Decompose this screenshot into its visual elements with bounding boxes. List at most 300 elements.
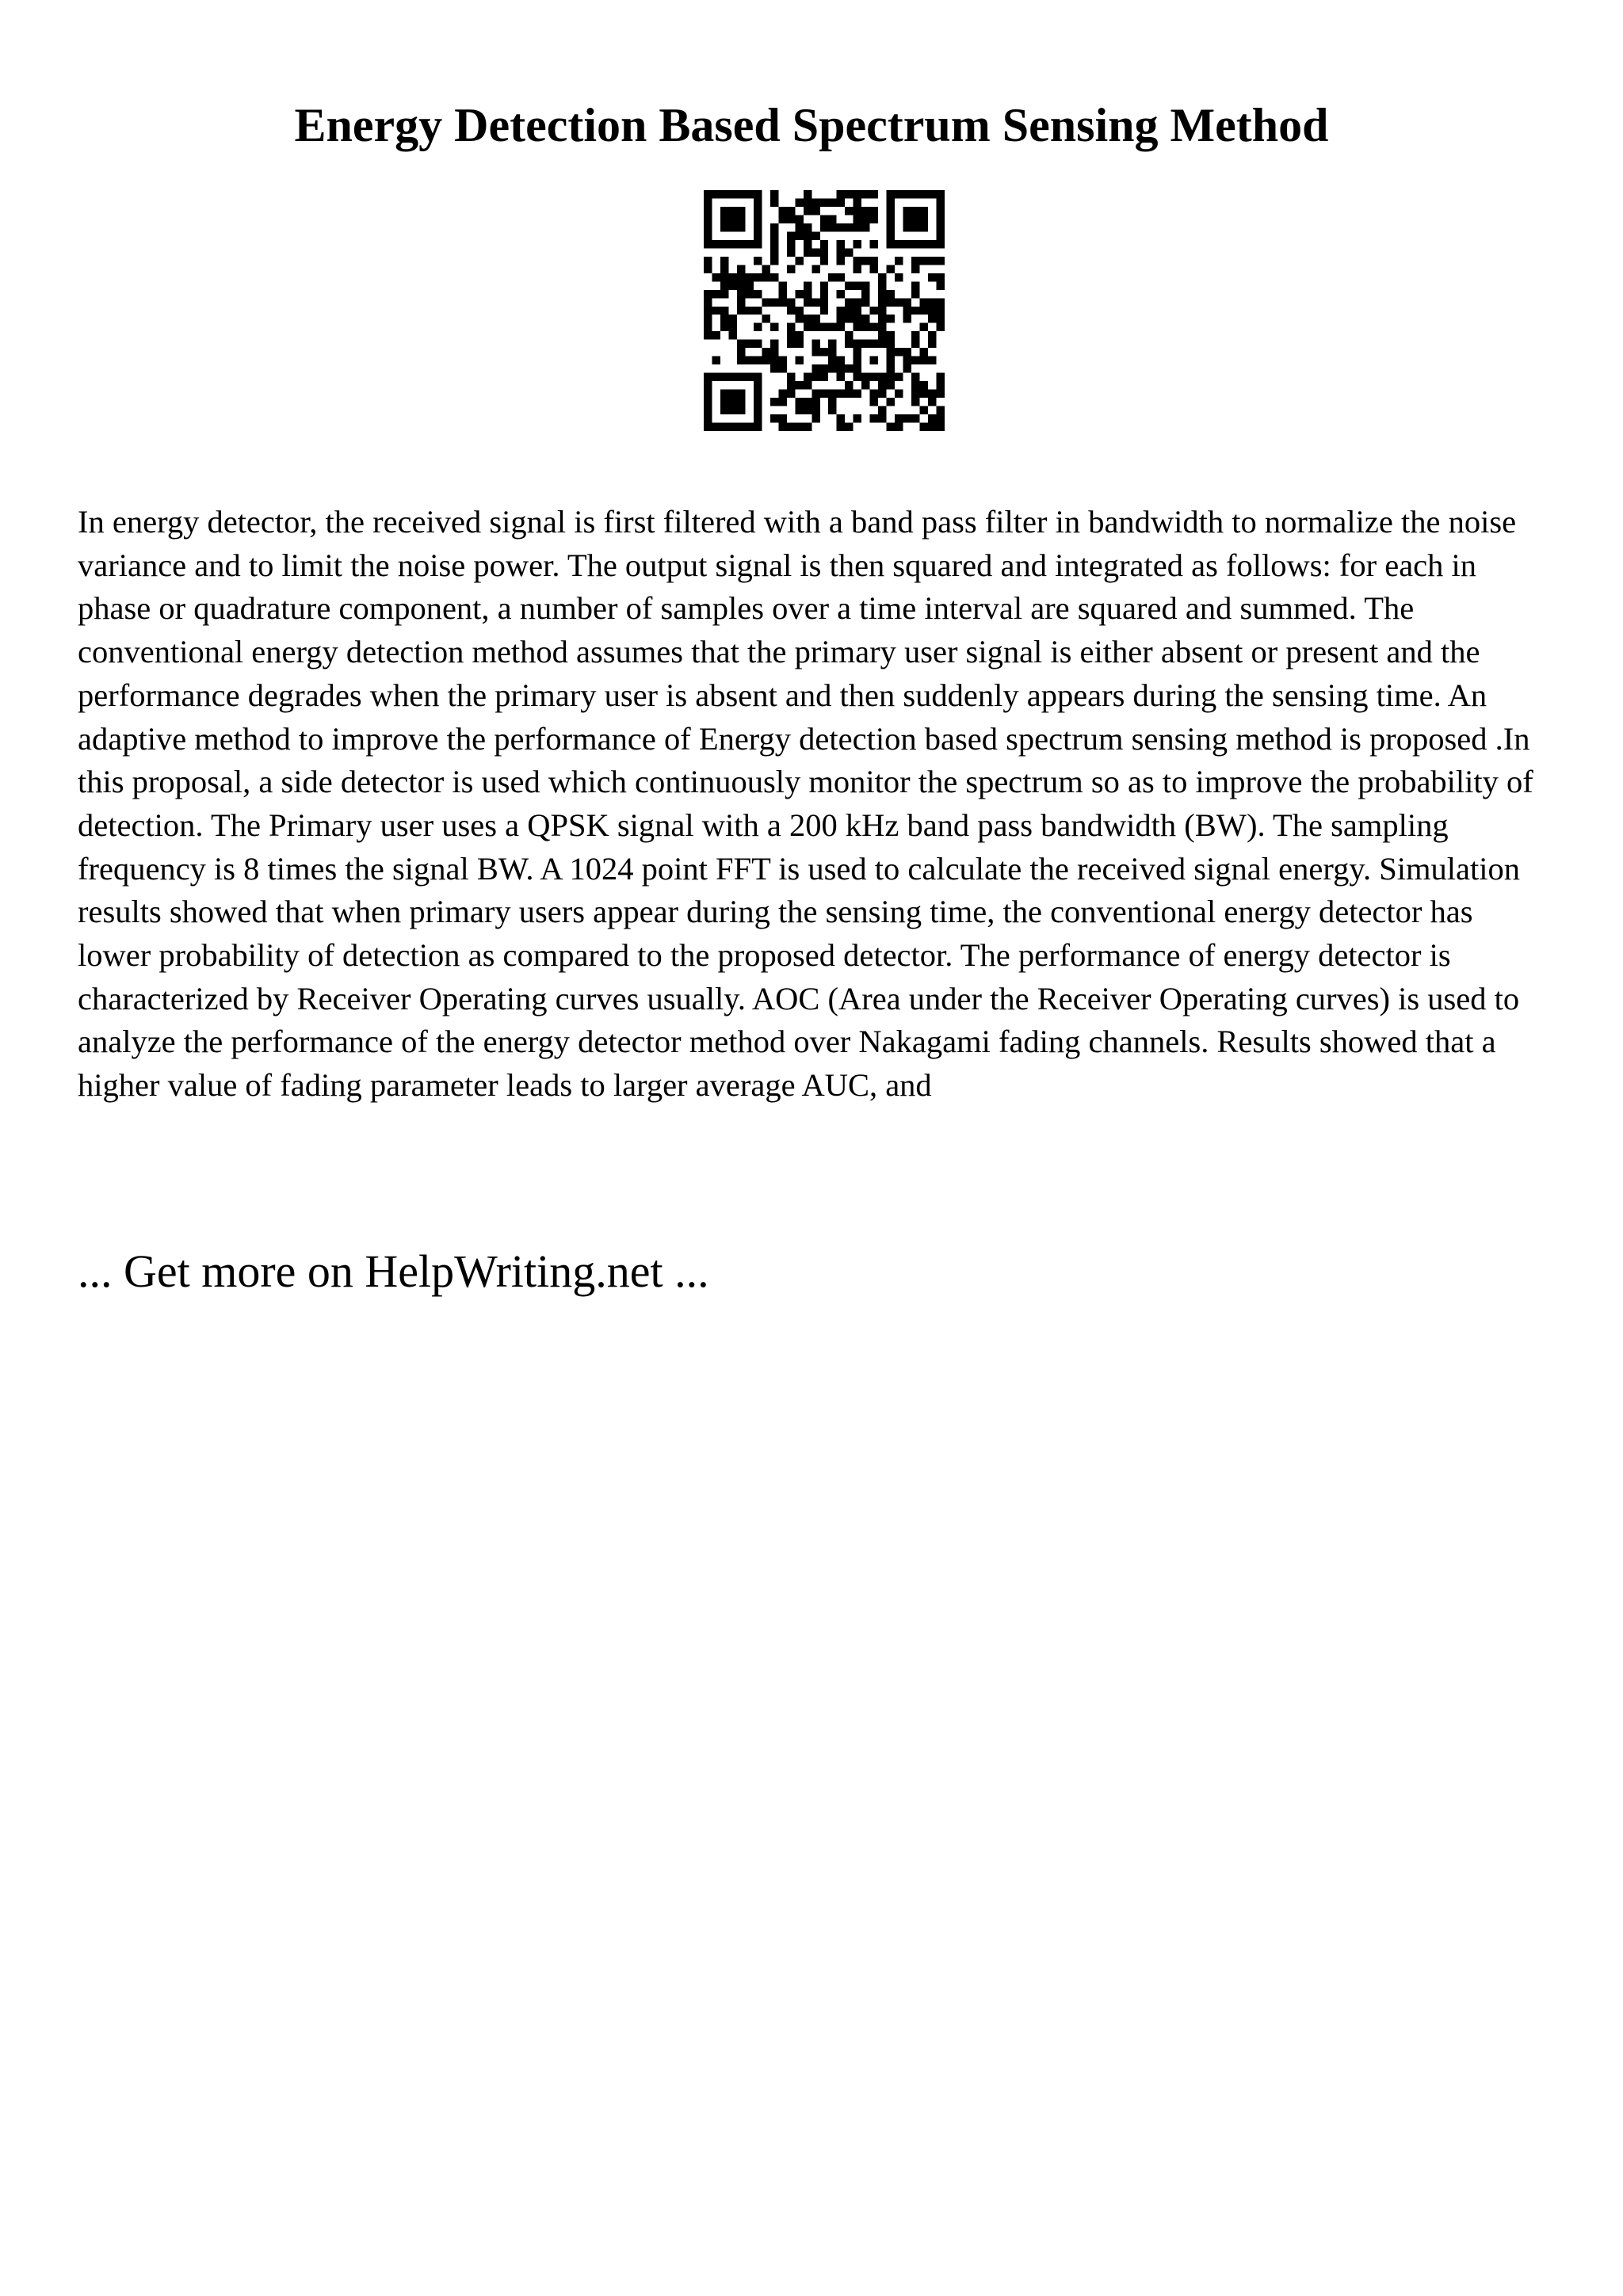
qr-module xyxy=(878,290,886,298)
qr-module xyxy=(878,340,886,348)
qr-module xyxy=(895,190,903,198)
qr-module xyxy=(920,390,928,398)
qr-module xyxy=(837,240,845,248)
qr-module xyxy=(937,406,945,414)
qr-module xyxy=(754,257,762,265)
qr-module xyxy=(854,190,861,198)
qr-module xyxy=(770,364,778,372)
get-more-link[interactable]: ... Get more on HelpWriting.net ... xyxy=(78,1245,709,1297)
qr-module xyxy=(804,240,812,248)
qr-module xyxy=(770,323,778,331)
qr-module xyxy=(712,423,720,431)
qr-module xyxy=(704,265,712,273)
qr-module xyxy=(745,290,753,298)
qr-module xyxy=(795,231,803,239)
qr-module xyxy=(704,215,712,223)
qr-module xyxy=(762,298,769,306)
qr-module xyxy=(754,273,762,281)
qr-module xyxy=(720,207,728,215)
qr-module xyxy=(754,290,762,298)
qr-module xyxy=(720,190,728,198)
qr-module xyxy=(887,298,895,306)
qr-module xyxy=(920,240,928,248)
qr-module xyxy=(737,373,745,381)
qr-module xyxy=(870,323,878,331)
qr-module xyxy=(812,265,819,273)
qr-module xyxy=(854,348,861,356)
qr-module xyxy=(837,390,845,398)
qr-module xyxy=(861,281,869,289)
qr-module xyxy=(887,265,895,273)
qr-module xyxy=(887,198,895,206)
qr-module xyxy=(795,198,803,206)
qr-module xyxy=(704,257,712,265)
qr-module xyxy=(854,298,861,306)
qr-module xyxy=(845,207,853,215)
qr-module xyxy=(795,406,803,414)
qr-module xyxy=(870,340,878,348)
qr-module xyxy=(787,248,795,256)
qr-module xyxy=(937,207,945,215)
qr-module xyxy=(737,348,745,356)
qr-module xyxy=(704,207,712,215)
qr-module xyxy=(887,423,895,431)
qr-module xyxy=(895,273,903,281)
qr-module xyxy=(820,364,828,372)
qr-module xyxy=(812,414,819,422)
qr-module xyxy=(795,398,803,406)
qr-module xyxy=(903,307,911,315)
qr-module xyxy=(804,315,812,322)
qr-module xyxy=(937,273,945,281)
qr-module xyxy=(820,298,828,306)
qr-module xyxy=(720,323,728,331)
qr-module xyxy=(837,257,845,265)
body-paragraph: In energy detector, the received signal is first filtered with a band pass filter in bandwidth to normalize the noise variance and to limit the noise power. The output signal is then squared and integrated as follows: for each in phase or quadrature component, a number of samples over a time interval are squared and summed. The conventional energy detection method assumes that the primary user signal is either absent or present and the performance degrades when the primary user is absent and then suddenly appears during the sensing time. An adaptive method to improve the performance of Energy detection based spectrum sensing method is proposed .In this proposal, a side detector is used which continuously monitor the spectrum so as to improve the probability of detection. The Primary user uses a QPSK signal with a 200 kHz band pass bandwidth (BW). The sampling frequency is 8 times the signal BW. A 1024 point FFT is used to calculate the received signal energy. Simulation results showed that when primary users appear during the sensing time, the conventional energy detector has lower probability of detection as compared to the proposed detector. The performance of energy detector is characterized by Receiver Operating curves usually. AOC (Area under the Receiver Operating curves) is used to analyze the performance of the energy detector method over Nakagami fading channels. Results showed that a higher value of fading parameter leads to larger average AUC, and xyxy=(78,504,1533,1104)
qr-module xyxy=(812,323,819,331)
qr-module xyxy=(837,223,845,231)
qr-module xyxy=(911,373,919,381)
qr-module xyxy=(804,373,812,381)
qr-module xyxy=(870,373,878,381)
qr-module xyxy=(728,190,736,198)
qr-module xyxy=(795,423,803,431)
qr-module xyxy=(762,265,769,273)
qr-module xyxy=(728,315,736,322)
qr-module xyxy=(854,357,861,364)
qr-module xyxy=(903,315,911,322)
qr-module xyxy=(870,390,878,398)
qr-module xyxy=(704,323,712,331)
qr-module xyxy=(787,373,795,381)
qr-module xyxy=(920,215,928,223)
qr-module xyxy=(754,190,762,198)
qr-module xyxy=(870,190,878,198)
qr-module xyxy=(887,223,895,231)
qr-module xyxy=(720,315,728,322)
qr-module xyxy=(812,231,819,239)
qr-module xyxy=(937,223,945,231)
qr-module xyxy=(911,331,919,339)
qr-module xyxy=(911,398,919,406)
qr-module xyxy=(854,315,861,322)
qr-module xyxy=(920,307,928,315)
qr-module xyxy=(770,340,778,348)
qr-module xyxy=(712,357,720,364)
qr-module xyxy=(812,298,819,306)
qr-module xyxy=(712,190,720,198)
qr-module xyxy=(837,315,845,322)
qr-module xyxy=(937,231,945,239)
qr-module xyxy=(704,223,712,231)
qr-module xyxy=(895,373,903,381)
qr-module xyxy=(812,198,819,206)
qr-module xyxy=(728,373,736,381)
qr-module xyxy=(795,340,803,348)
qr-module xyxy=(737,265,745,273)
qr-module xyxy=(812,340,819,348)
qr-module xyxy=(704,398,712,406)
qr-module xyxy=(795,357,803,364)
qr-module xyxy=(820,215,828,223)
qr-module xyxy=(720,273,728,281)
qr-module xyxy=(845,248,853,256)
qr-module xyxy=(861,290,869,298)
qr-module xyxy=(878,307,886,315)
qr-module xyxy=(837,307,845,315)
qr-module xyxy=(911,414,919,422)
qr-module xyxy=(937,414,945,422)
qr-module xyxy=(911,240,919,248)
qr-module xyxy=(812,348,819,356)
qr-module xyxy=(920,423,928,431)
qr-module xyxy=(937,315,945,322)
qr-module xyxy=(911,190,919,198)
qr-module xyxy=(861,207,869,215)
qr-module xyxy=(887,373,895,381)
qr-module xyxy=(854,340,861,348)
qr-module xyxy=(804,406,812,414)
qr-module xyxy=(854,265,861,273)
qr-module xyxy=(845,423,853,431)
qr-module xyxy=(754,231,762,239)
qr-module xyxy=(745,373,753,381)
qr-module xyxy=(720,257,728,265)
qr-module xyxy=(845,307,853,315)
qr-module xyxy=(861,223,869,231)
qr-module xyxy=(928,190,936,198)
qr-module xyxy=(887,215,895,223)
qr-module xyxy=(728,390,736,398)
qr-code-icon xyxy=(704,190,945,431)
qr-module xyxy=(770,248,778,256)
qr-module xyxy=(778,281,786,289)
qr-module xyxy=(720,240,728,248)
qr-module xyxy=(804,298,812,306)
qr-module xyxy=(762,315,769,322)
qr-module xyxy=(745,190,753,198)
qr-module xyxy=(728,406,736,414)
qr-module xyxy=(754,323,762,331)
qr-module xyxy=(911,290,919,298)
qr-module xyxy=(720,406,728,414)
qr-module xyxy=(887,331,895,339)
qr-module xyxy=(737,281,745,289)
qr-module xyxy=(845,331,853,339)
qr-module xyxy=(820,248,828,256)
qr-module xyxy=(928,240,936,248)
qr-module xyxy=(704,406,712,414)
qr-module xyxy=(795,290,803,298)
qr-module xyxy=(887,398,895,406)
qr-module xyxy=(787,231,795,239)
qr-module xyxy=(878,373,886,381)
qr-module xyxy=(720,215,728,223)
qr-module xyxy=(804,290,812,298)
qr-module xyxy=(887,207,895,215)
qr-module xyxy=(804,198,812,206)
qr-module xyxy=(903,190,911,198)
qr-module xyxy=(920,257,928,265)
qr-module xyxy=(928,298,936,306)
qr-module xyxy=(778,215,786,223)
qr-module xyxy=(754,357,762,364)
qr-module xyxy=(861,315,869,322)
qr-module xyxy=(903,414,911,422)
qr-module xyxy=(837,290,845,298)
qr-module xyxy=(778,398,786,406)
qr-module xyxy=(828,198,836,206)
qr-module xyxy=(887,315,895,322)
qr-module xyxy=(937,215,945,223)
qr-module xyxy=(920,406,928,414)
qr-module xyxy=(704,390,712,398)
qr-module xyxy=(837,323,845,331)
qr-module xyxy=(787,390,795,398)
qr-module xyxy=(937,198,945,206)
qr-module xyxy=(720,281,728,289)
qr-module xyxy=(720,307,728,315)
qr-module xyxy=(745,240,753,248)
qr-module xyxy=(754,390,762,398)
qr-module xyxy=(704,298,712,306)
qr-module xyxy=(903,215,911,223)
qr-module xyxy=(878,414,886,422)
qr-module xyxy=(728,323,736,331)
qr-module xyxy=(878,331,886,339)
qr-module xyxy=(878,390,886,398)
qr-module xyxy=(804,281,812,289)
qr-module xyxy=(770,298,778,306)
qr-module xyxy=(887,240,895,248)
qr-module xyxy=(828,390,836,398)
qr-module xyxy=(854,281,861,289)
qr-module xyxy=(745,273,753,281)
qr-module xyxy=(804,207,812,215)
qr-module xyxy=(828,323,836,331)
qr-module xyxy=(812,373,819,381)
qr-module xyxy=(704,290,712,298)
qr-module xyxy=(712,240,720,248)
qr-module xyxy=(937,298,945,306)
qr-module xyxy=(737,240,745,248)
qr-module xyxy=(787,307,795,315)
qr-module xyxy=(728,215,736,223)
qr-module xyxy=(903,223,911,231)
qr-module xyxy=(728,281,736,289)
qr-module xyxy=(795,307,803,315)
qr-module xyxy=(728,331,736,339)
qr-module xyxy=(770,198,778,206)
qr-module xyxy=(828,348,836,356)
qr-module xyxy=(762,273,769,281)
qr-module xyxy=(903,364,911,372)
qr-module xyxy=(787,381,795,389)
qr-module xyxy=(812,315,819,322)
qr-module xyxy=(870,240,878,248)
qr-module xyxy=(737,223,745,231)
qr-module xyxy=(778,290,786,298)
qr-module xyxy=(911,223,919,231)
qr-module xyxy=(911,390,919,398)
qr-module xyxy=(928,423,936,431)
qr-module xyxy=(770,240,778,248)
qr-module xyxy=(895,257,903,265)
qr-module xyxy=(911,207,919,215)
qr-module xyxy=(928,398,936,406)
qr-module xyxy=(837,373,845,381)
qr-module xyxy=(845,190,853,198)
qr-module xyxy=(737,307,745,315)
qr-module xyxy=(928,390,936,398)
qr-module xyxy=(837,198,845,206)
qr-module xyxy=(770,273,778,281)
qr-module xyxy=(837,248,845,256)
qr-module xyxy=(720,398,728,406)
qr-module xyxy=(704,231,712,239)
qr-module xyxy=(920,381,928,389)
qr-module xyxy=(787,340,795,348)
qr-module xyxy=(770,231,778,239)
qr-module xyxy=(903,240,911,248)
qr-module xyxy=(937,257,945,265)
qr-module xyxy=(854,323,861,331)
qr-module xyxy=(928,357,936,364)
qr-module xyxy=(920,298,928,306)
qr-module xyxy=(854,414,861,422)
qr-module xyxy=(720,390,728,398)
qr-module xyxy=(878,298,886,306)
qr-module xyxy=(837,273,845,281)
qr-module xyxy=(928,331,936,339)
qr-module xyxy=(778,390,786,398)
qr-module xyxy=(737,398,745,406)
qr-module xyxy=(845,281,853,289)
qr-module xyxy=(911,357,919,364)
qr-module xyxy=(828,357,836,364)
qr-module xyxy=(737,357,745,364)
qr-module xyxy=(870,357,878,364)
qr-module xyxy=(828,398,836,406)
qr-module xyxy=(845,223,853,231)
qr-module xyxy=(812,390,819,398)
qr-module xyxy=(778,357,786,364)
qr-module xyxy=(820,390,828,398)
qr-module xyxy=(828,340,836,348)
qr-module xyxy=(745,423,753,431)
qr-module xyxy=(911,307,919,315)
qr-module xyxy=(854,373,861,381)
qr-module xyxy=(911,281,919,289)
qr-module xyxy=(845,340,853,348)
qr-module xyxy=(795,315,803,322)
qr-module xyxy=(870,215,878,223)
qr-module xyxy=(762,357,769,364)
qr-module xyxy=(820,223,828,231)
qr-module xyxy=(895,390,903,398)
qr-module xyxy=(762,348,769,356)
qr-module xyxy=(854,364,861,372)
qr-module xyxy=(903,207,911,215)
qr-module xyxy=(861,298,869,306)
qr-module xyxy=(937,190,945,198)
qr-module xyxy=(828,223,836,231)
qr-module xyxy=(854,307,861,315)
qr-module xyxy=(911,215,919,223)
qr-module xyxy=(937,240,945,248)
qr-module xyxy=(870,207,878,215)
qr-module xyxy=(920,207,928,215)
qr-module xyxy=(795,381,803,389)
qr-module xyxy=(870,307,878,315)
qr-module xyxy=(828,215,836,223)
qr-module xyxy=(878,406,886,414)
qr-module xyxy=(712,307,720,315)
qr-module xyxy=(911,257,919,265)
qr-module xyxy=(787,298,795,306)
qr-module xyxy=(754,223,762,231)
qr-module xyxy=(754,307,762,315)
qr-module xyxy=(737,298,745,306)
qr-module xyxy=(720,265,728,273)
qr-module xyxy=(770,257,778,265)
qr-module xyxy=(804,381,812,389)
qr-module xyxy=(770,348,778,356)
qr-module xyxy=(937,390,945,398)
qr-module xyxy=(704,373,712,381)
qr-module xyxy=(895,298,903,306)
qr-module xyxy=(728,207,736,215)
qr-module xyxy=(854,240,861,248)
qr-module xyxy=(828,364,836,372)
qr-module xyxy=(887,190,895,198)
qr-module xyxy=(704,423,712,431)
qr-module xyxy=(911,265,919,273)
qr-module xyxy=(861,340,869,348)
qr-module xyxy=(878,273,886,281)
qr-module xyxy=(704,190,712,198)
qr-module xyxy=(812,398,819,406)
qr-module xyxy=(787,331,795,339)
qr-module xyxy=(728,273,736,281)
qr-module xyxy=(837,414,845,422)
qr-module xyxy=(887,290,895,298)
qr-module xyxy=(820,198,828,206)
qr-module xyxy=(712,273,720,281)
qr-module xyxy=(728,398,736,406)
qr-module xyxy=(928,340,936,348)
qr-module xyxy=(704,315,712,322)
